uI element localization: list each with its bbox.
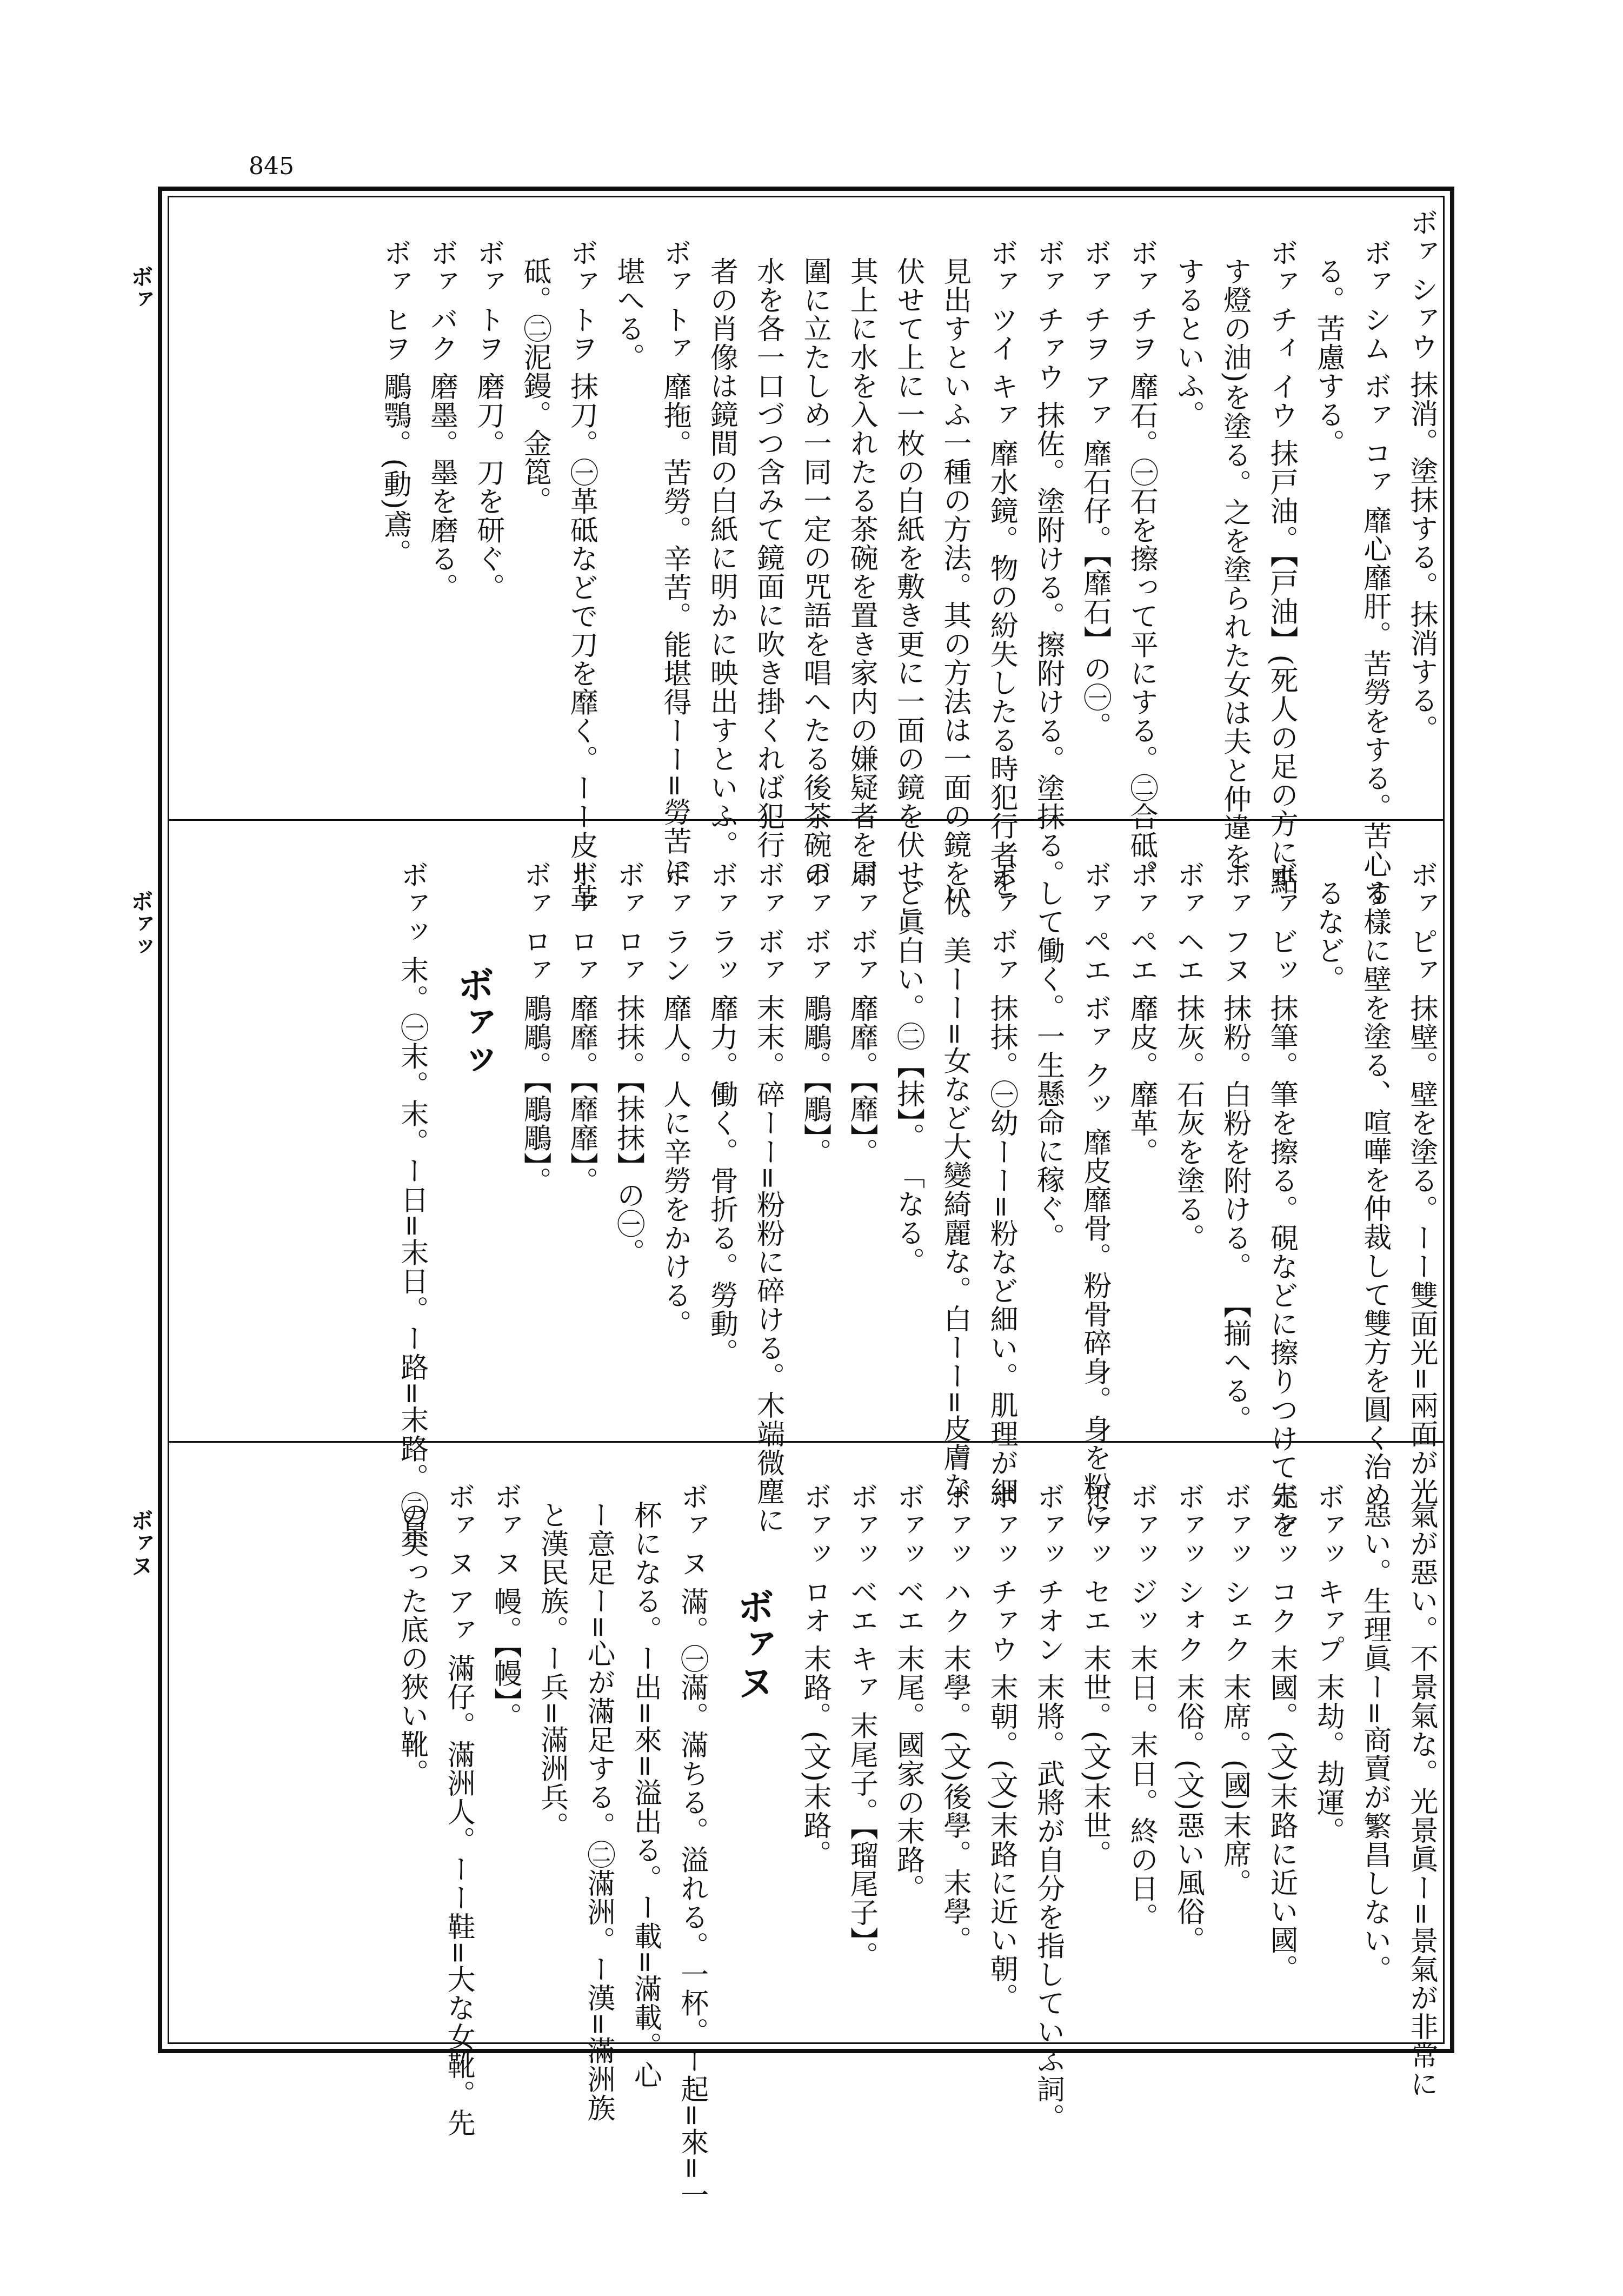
entry-line: ボァ チァウ 抹佐。塗附ける。擦附ける。塗抹る。 [1032,238,1065,889]
entry-line: 氣が惡い。不景氣な。光景眞ー=景氣が非常に [1405,1501,1438,2099]
dictionary-section-3 [185,1452,1445,2209]
entry-line: 者の肖像は鏡間の白紙に明かに映出すといふ。 [705,257,738,859]
side-index-1: ボァ [128,265,154,310]
entry-line: ボァ チヲ 靡石。㊀石を擦って平にする。㊁合砥。 [1125,238,1158,889]
entry-line: 杯になる。ー出=來=溢出る。ー載=滿載。心 [629,1501,662,2089]
entry-line: るなど。 [1312,879,1345,994]
group-heading: ボァッ [450,965,495,1079]
entry-line: ボァッ チァウ 末朝。(文)末路に近い朝。 [985,1482,1018,2012]
entry-line: ボァ ボァ 抹抹。㊀幼ーー=粉など細い。肌理が細 [985,860,1018,1506]
entry-line: ボァ バク 磨墨。墨を磨る。 [425,238,458,602]
entry-line: ボァッ ベエ 末尾。國家の末路。 [892,1482,924,1903]
entry-line: ボァッ 末。㊀末。末。ー日=末日。ー路=末路。㊁景 [395,860,428,1549]
entry-line: ボァ ヌ 幔。【幔】。 [489,1482,522,1731]
entry-line: ボァッ ハク 末學。(文)後學。末學。 [938,1482,971,1955]
entry-line: と漢民族。ー兵=滿洲兵。 [535,1501,568,1841]
entry-line: ボァ シァウ 抹消。塗抹する。抹消する。 [1405,208,1438,744]
entry-line: して働く。一生懸命に稼ぐ。 [1032,879,1065,1252]
entry-line: ボァ チィ イウ 抹戸油。【戸油】(死人の足の方に點 [1265,238,1298,895]
entry-line: 其上に水を入れたる茶碗を置き家内の嫌疑者を周 [845,257,878,888]
side-index-3: ボァヌ [128,1509,154,1577]
entry-line: 見出すといふ一種の方法。其の方法は一面の鏡を伏 [938,257,971,917]
entry-line: ボァ シム ボァ コァ 靡心靡肝。苦勞をする。苦心す [1358,238,1391,908]
entry-line: ボァ フヌ 抹粉。白粉を附ける。 【揃へる。 [1218,860,1251,1434]
entry-line: ボァ ロァ 靡靡。【靡靡】。 [565,860,598,1196]
page-number: 845 [249,152,294,180]
entry-line: す燈の油)を塗る。之を塗られた女は夫と仲違を [1218,257,1251,871]
entry-line: ボァッ コク 末國。(文)末路に近い國。 [1265,1482,1298,1983]
entry-line: 砥。㊁泥鏝。金箆。 [518,257,551,515]
entry-line: 堪へる。 [611,257,644,372]
entry-line: 水を各一口づつ含みて鏡面に吹き掛くれば犯行 [751,257,784,859]
entry-line: ボァ チヲ アァ 靡石仔。【靡石】の㊀。 [1078,238,1111,741]
entry-line: ボァッ キァプ 末劫。劫運。 [1312,1482,1345,1846]
entry-line: ボァ ピァ 抹壁。壁を塗る。ーー雙面光=兩面が光 [1405,860,1438,1506]
entry-line: ボァ ボァ 鵰鵰。【鵰】。 [798,860,831,1167]
entry-line: ボァ ヌ アァ 滿仔。滿洲人。ーー鞋=大な女靴。先 [442,1482,475,2138]
entry-line: 伏せて上に一枚の白紙を敷き更に一面の鏡を伏せ [892,257,924,888]
entry-line: 圍に立たしめ一同一定の咒語を唱へたる後茶碗の [798,257,831,888]
entry-line: ボァ ボァ 末末。碎ーー=粉粉に碎ける。木端微塵に [751,860,784,1535]
entry-line: ボァッ セエ 末世。(文)末世。 [1078,1482,1111,1869]
section-divider [168,1441,1445,1443]
entry-line: ボァッ ロオ 末路。(文)末路。 [798,1482,831,1869]
entry-line: ボァ トヲ 磨刀。刀を研ぐ。 [471,238,504,602]
entry-line: するといふ。 [1172,257,1205,429]
entry-line: ボァッ チオン 末將。武將が自分を指していふ詞。 [1032,1482,1065,2133]
entry-line: ボァッ シェク 末席。(國)末席。 [1218,1482,1251,1897]
dictionary-section-2 [185,830,1445,1549]
entry-line: ボァ ラン 靡人。人に辛勞をかける。 [658,860,691,1338]
group-heading: ボァヌ [730,1587,775,1701]
entry-line: ボァ ロァ 鵰鵰。【鵰鵰】。 [518,860,551,1196]
entry-line: ボァ ビッ 抹筆。筆を擦る。硯などに擦りつけて先を [1265,860,1298,1539]
entry-line: ボァ ラッ 靡力。働く。骨折る。勞動。 [705,860,738,1367]
entry-line: ボァ ツイ キァ 靡水鏡。物の紛失したる時犯行者を [985,238,1018,898]
entry-line: の尖った底の狹い靴。 [395,1501,428,1788]
entry-line: ボァ ボァ 靡靡。【靡】。 [845,860,878,1167]
entry-line: ボァ トァ 靡拖。苦勞。辛苦。能堪得ーー=勞苦に [658,238,691,884]
entry-line: 惡い。生理眞ー=商賣が繁昌しない。 [1358,1501,1391,1984]
entry-line: る。苦慮する。 [1312,257,1345,458]
entry-line: ボァ ヒヲ 鵰鶚。(動)鳶。 [378,238,411,568]
entry-line: ボァ ヌ 滿。㊀滿。滿ちる。溢れる。一杯。ー起=來=一 [675,1482,708,2209]
entry-line: ボァッ ベエ キァ 末尾子。【瑠尾子】。 [845,1482,878,1970]
entry-line: ボァ ヘエ 抹灰。石灰を塗る。 [1172,860,1205,1252]
entry-line: ボァッ シォク 末俗。(文)惡い風俗。 [1172,1482,1205,1955]
dictionary-section-1 [185,208,1445,917]
entry-line: ボァ ペエ 靡皮。靡革。 [1125,860,1158,1166]
entry-line: ー意足ー=心が滿足する。㊁滿洲。ー漢=滿洲族 [582,1501,615,2123]
entry-line: ボァ ロァ 抹抹。【抹抹】の㊀。 [611,860,644,1267]
entry-line: い。美ーー=女など大變綺麗な。白ーー=皮膚な [938,879,971,1501]
side-index-2: ボァッ [128,890,154,958]
entry-line: ボァ ペエ ボァ クッ 靡皮靡骨。粉骨碎身。身を粉に [1078,860,1111,1530]
entry-line: ど眞白い。㊁【抹】。 「なる。 [892,879,924,1276]
entry-line: ボァ トヲ 抹刀。㊀革砥などで刀を靡く。ーー皮=革 [565,238,598,913]
entry-line: ボァッ ジッ 末日。末日。終の日。 [1125,1482,1158,1932]
entry-line: る樣に壁を塗る、喧嘩を仲裁して雙方を圓く治め [1358,879,1391,1510]
